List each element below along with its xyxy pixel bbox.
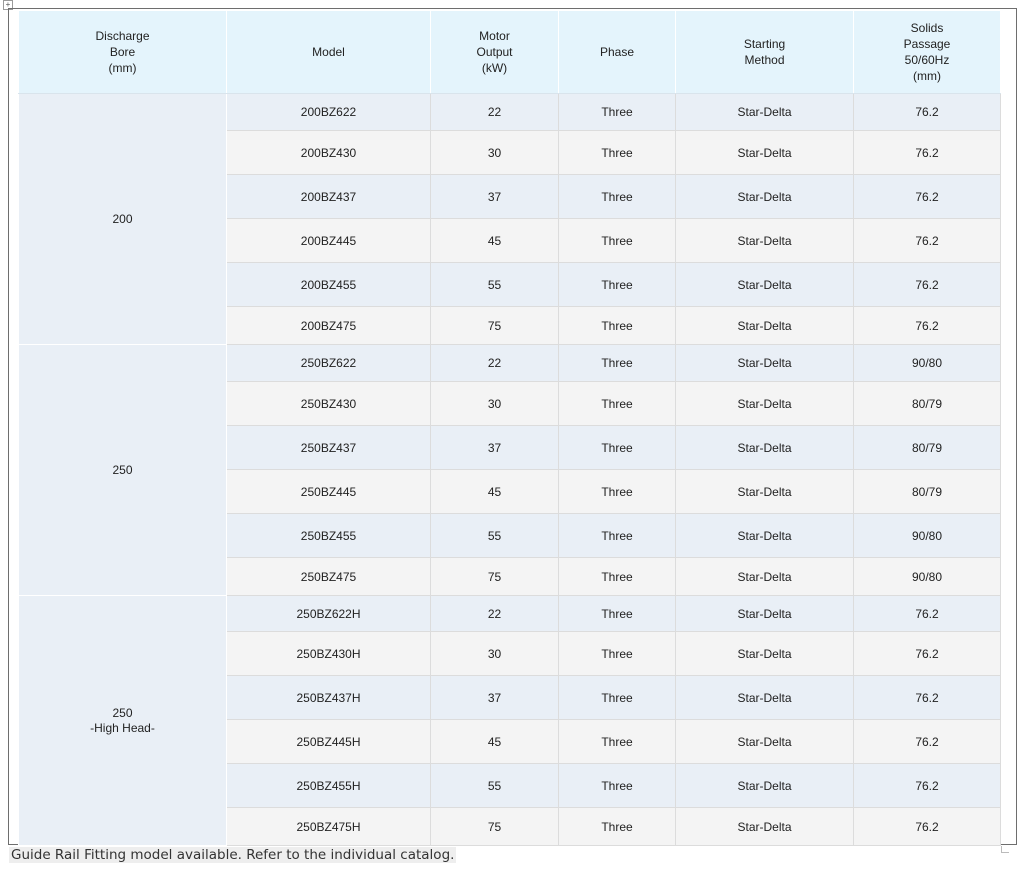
method-cell: Star-Delta [676,558,854,596]
solids-cell: 80/79 [854,382,1001,426]
solids-cell: 90/80 [854,345,1001,382]
solids-cell: 76.2 [854,808,1001,846]
output-cell: 75 [431,808,559,846]
output-cell: 37 [431,175,559,219]
solids-cell: 80/79 [854,426,1001,470]
model-cell: 250BZ445 [227,470,431,514]
output-cell: 55 [431,764,559,808]
output-cell: 30 [431,131,559,175]
table-row [19,596,1001,632]
phase-cell: Three [559,426,676,470]
solids-cell: 76.2 [854,720,1001,764]
solids-cell: 76.2 [854,764,1001,808]
header-starting-method: Starting Method [676,11,854,94]
phase-cell: Three [559,94,676,131]
method-cell: Star-Delta [676,175,854,219]
discharge-bore-cell: 200 [19,94,227,345]
phase-cell: Three [559,596,676,632]
model-cell: 250BZ437H [227,676,431,720]
model-cell: 250BZ475H [227,808,431,846]
solids-cell: 76.2 [854,676,1001,720]
output-cell: 22 [431,596,559,632]
solids-cell: 76.2 [854,307,1001,345]
model-cell: 250BZ437 [227,426,431,470]
model-cell: 250BZ430 [227,382,431,426]
method-cell: Star-Delta [676,131,854,175]
model-cell: 200BZ475 [227,307,431,345]
solids-cell: 76.2 [854,131,1001,175]
phase-cell: Three [559,382,676,426]
method-cell: Star-Delta [676,720,854,764]
phase-cell: Three [559,558,676,596]
header-solids-passage: Solids Passage 50/60Hz (mm) [854,11,1001,94]
solids-cell: 76.2 [854,632,1001,676]
phase-cell: Three [559,307,676,345]
output-cell: 75 [431,558,559,596]
method-cell: Star-Delta [676,263,854,307]
phase-cell: Three [559,219,676,263]
solids-cell: 76.2 [854,263,1001,307]
footnote: Guide Rail Fitting model available. Refer to the individual catalog. [11,847,455,863]
output-cell: 22 [431,94,559,131]
output-cell: 37 [431,676,559,720]
phase-cell: Three [559,676,676,720]
solids-cell: 80/79 [854,470,1001,514]
model-cell: 250BZ622 [227,345,431,382]
output-cell: 30 [431,632,559,676]
model-cell: 200BZ437 [227,175,431,219]
method-cell: Star-Delta [676,632,854,676]
model-cell: 250BZ455 [227,514,431,558]
method-cell: Star-Delta [676,676,854,720]
pump-spec-table [18,10,1001,846]
header-motor-output: Motor Output (kW) [431,11,559,94]
phase-cell: Three [559,632,676,676]
model-cell: 250BZ475 [227,558,431,596]
table-move-handle-icon[interactable]: + [3,0,13,10]
solids-cell: 76.2 [854,219,1001,263]
paragraph-end-mark [1001,846,1009,853]
phase-cell: Three [559,470,676,514]
method-cell: Star-Delta [676,808,854,846]
model-cell: 200BZ445 [227,219,431,263]
output-cell: 55 [431,514,559,558]
model-cell: 200BZ455 [227,263,431,307]
table-row [19,94,1001,131]
discharge-bore-cell: 250 -High Head- [19,596,227,846]
model-cell: 250BZ622H [227,596,431,632]
method-cell: Star-Delta [676,382,854,426]
model-cell: 200BZ430 [227,131,431,175]
header-model: Model [227,11,431,94]
phase-cell: Three [559,175,676,219]
output-cell: 75 [431,307,559,345]
phase-cell: Three [559,514,676,558]
output-cell: 30 [431,382,559,426]
method-cell: Star-Delta [676,764,854,808]
table-row [19,345,1001,382]
method-cell: Star-Delta [676,94,854,131]
solids-cell: 76.2 [854,175,1001,219]
output-cell: 22 [431,345,559,382]
model-cell: 250BZ445H [227,720,431,764]
solids-cell: 90/80 [854,514,1001,558]
table-header-row [19,11,1001,94]
header-phase: Phase [559,11,676,94]
phase-cell: Three [559,764,676,808]
phase-cell: Three [559,131,676,175]
method-cell: Star-Delta [676,426,854,470]
model-cell: 200BZ622 [227,94,431,131]
output-cell: 45 [431,720,559,764]
model-cell: 250BZ455H [227,764,431,808]
phase-cell: Three [559,808,676,846]
phase-cell: Three [559,720,676,764]
method-cell: Star-Delta [676,470,854,514]
output-cell: 45 [431,470,559,514]
model-cell: 250BZ430H [227,632,431,676]
solids-cell: 76.2 [854,596,1001,632]
method-cell: Star-Delta [676,219,854,263]
phase-cell: Three [559,263,676,307]
method-cell: Star-Delta [676,307,854,345]
solids-cell: 90/80 [854,558,1001,596]
method-cell: Star-Delta [676,514,854,558]
output-cell: 45 [431,219,559,263]
header-discharge-bore: Discharge Bore (mm) [19,11,227,94]
output-cell: 55 [431,263,559,307]
output-cell: 37 [431,426,559,470]
discharge-bore-cell: 250 [19,345,227,596]
method-cell: Star-Delta [676,345,854,382]
phase-cell: Three [559,345,676,382]
solids-cell: 76.2 [854,94,1001,131]
method-cell: Star-Delta [676,596,854,632]
